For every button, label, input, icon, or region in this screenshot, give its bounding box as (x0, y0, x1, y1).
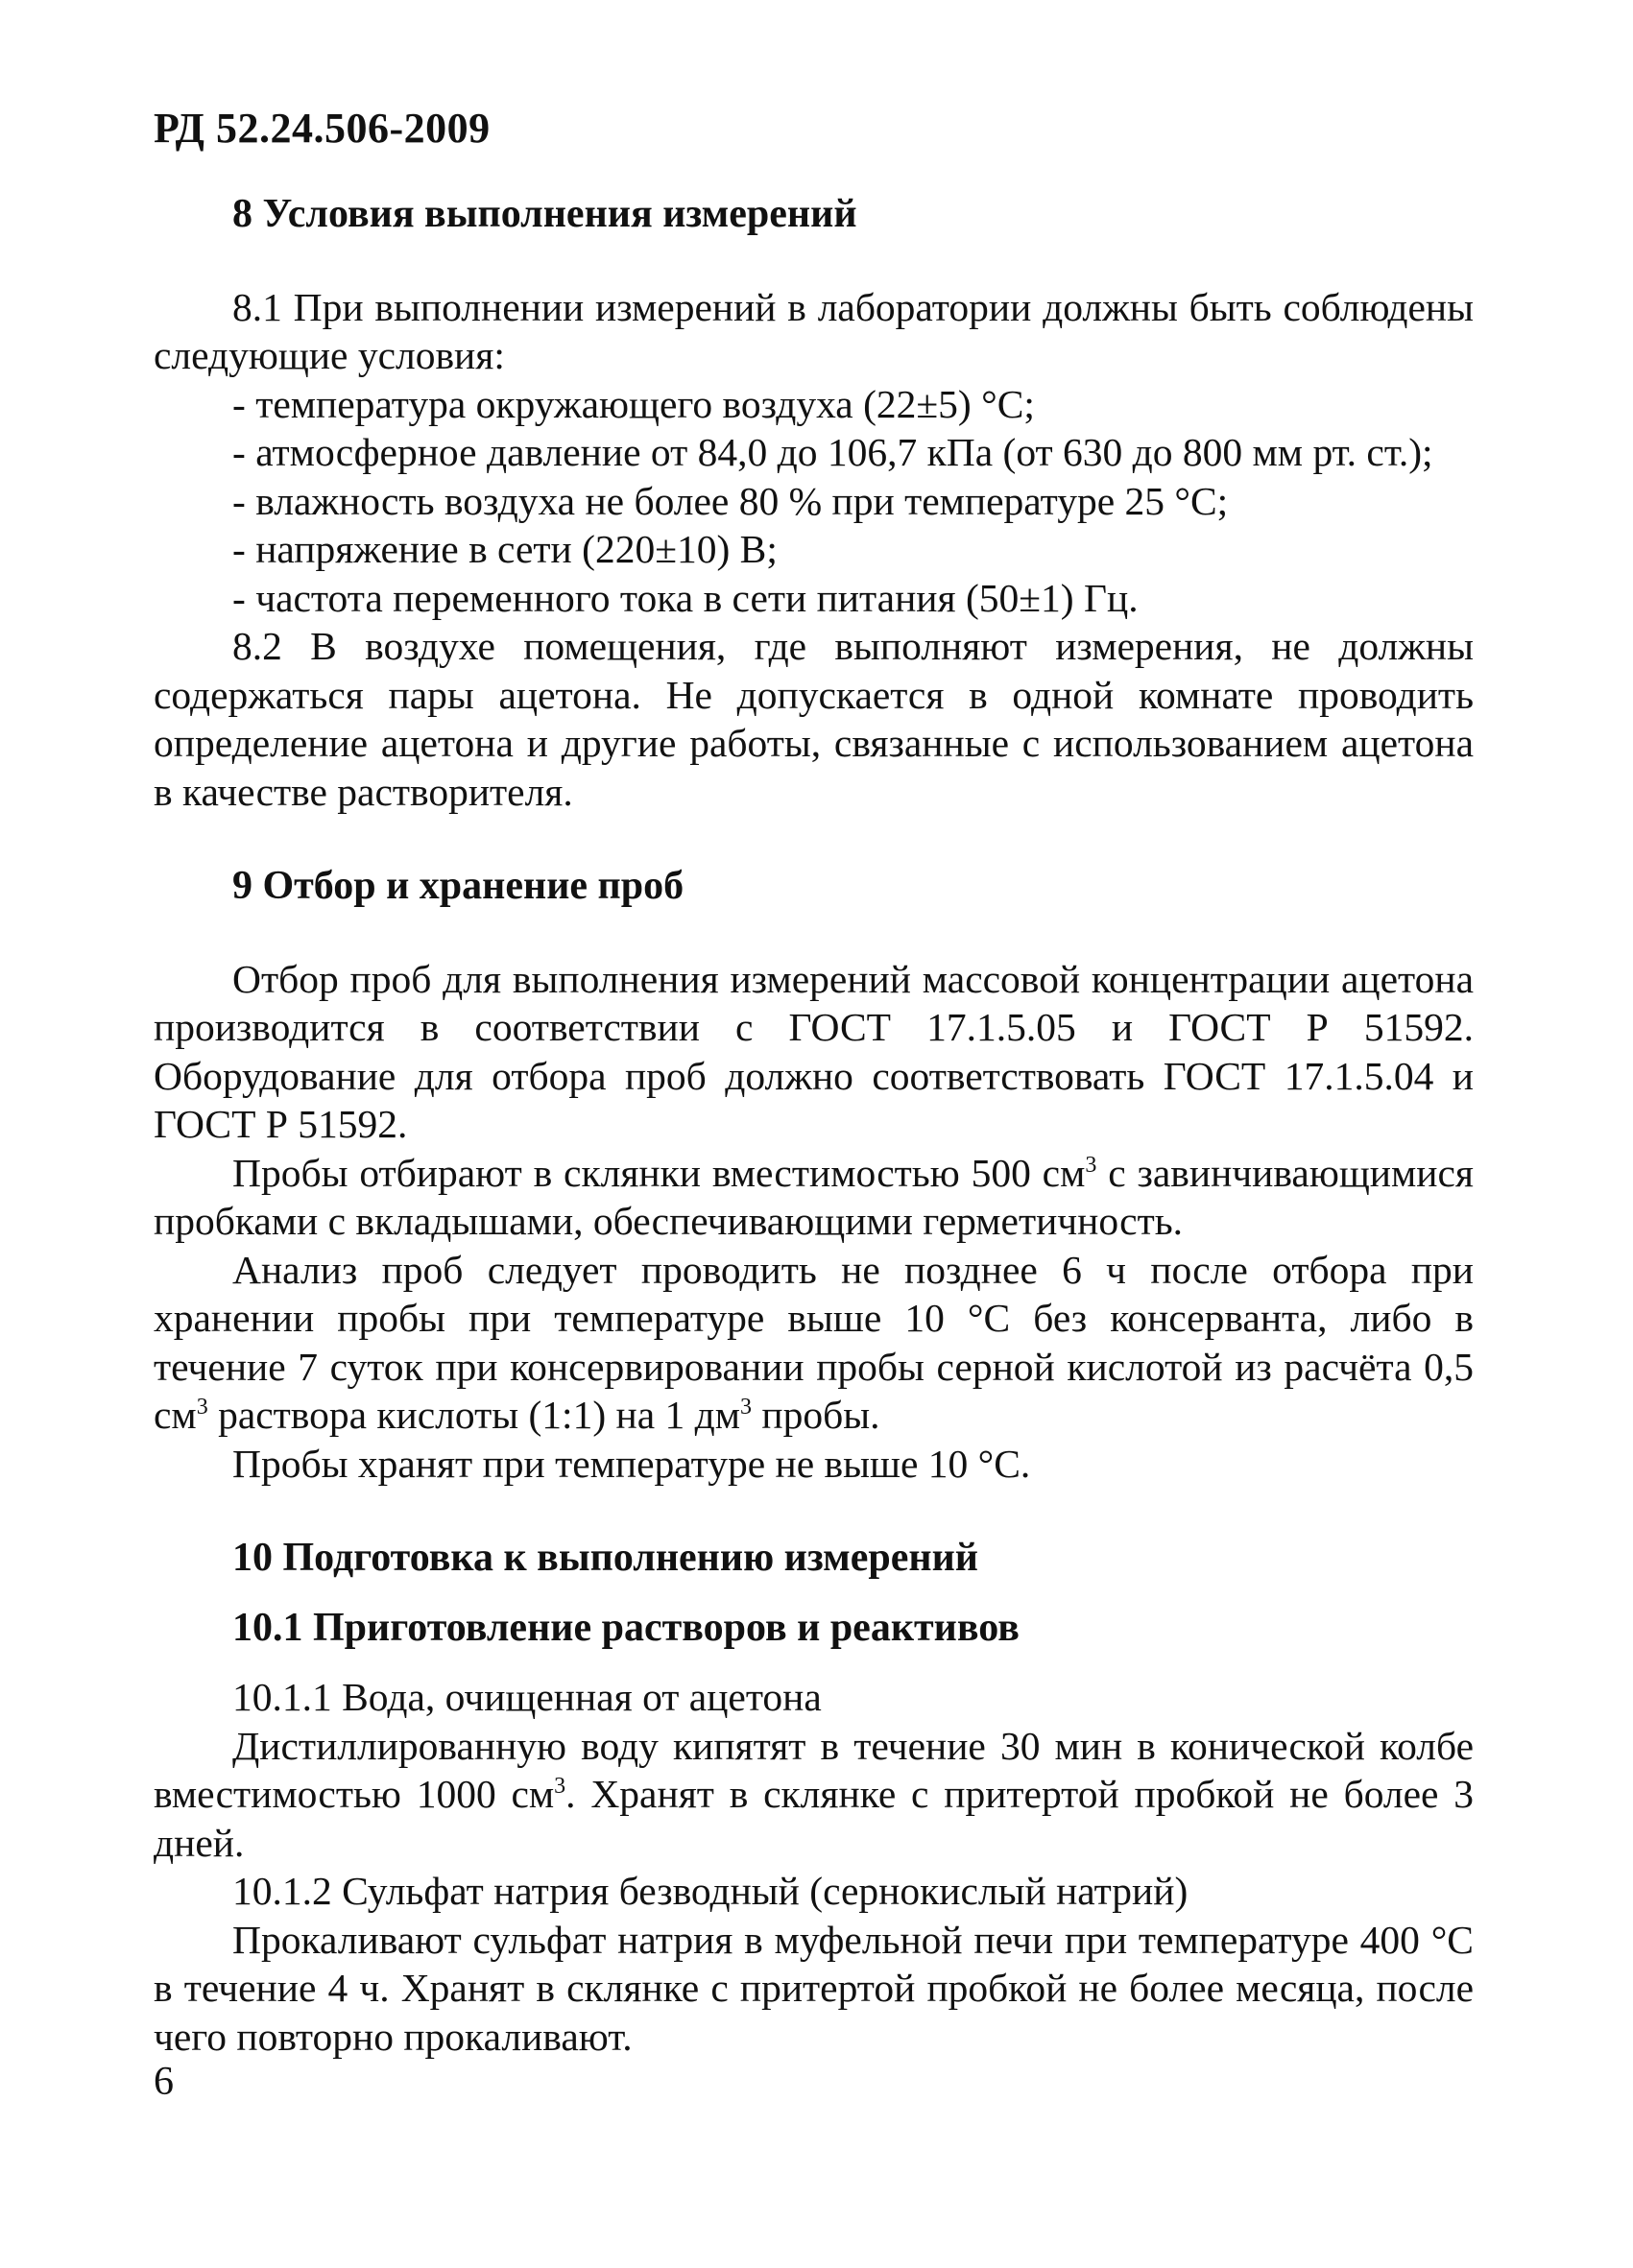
section-9-text-containers: Пробы отбирают в склянки вместимостью 500 $см^3$ с завинчивающимися пробками с вкладышами, обеспечивающими герметичность. (154, 1150, 1474, 1243)
section-9-text-sampling: Отбор проб для выполнения измерений массовой концентрации ацетона производится в соответствии с ГОСТ 17.1.5.05 и ГОСТ Р 51592. Оборудование для отбора проб должно соответствовать ГОСТ 17.1.5.04 и ГОСТ Р 51592. (154, 956, 1474, 1146)
section-10-1-1-title: 10.1.1 Вода, очищенная от ацетона (232, 1675, 822, 1719)
condition-item: - напряжение в сети (220±10) В; (232, 527, 778, 571)
section-8-2-text: 8.2 В воздухе помещения, где выполняют измерения, не должны содержаться пары ацетона. Не допускается в одной комнате проводить определение ацетона и другие работы, связанные с использованием ацетона в качестве растворителя. (154, 624, 1474, 814)
condition-item: - частота переменного тока в сети питания (50±1) Гц. (232, 575, 1139, 620)
document-page (154, 0, 1474, 2268)
section-8-title: 8 Условия выполнения измерений (232, 192, 857, 236)
section-10-1-2-text: Прокаливают сульфат натрия в муфельной печи при температуре 400 °С в течение 4 ч. Хранят в склянке с притертой пробкой не более месяца, после чего повторно прокаливают. (154, 1917, 1474, 2059)
condition-item: - атмосферное давление от 84,0 до 106,7 кПа (от 630 до 800 мм рт. ст.); (232, 430, 1433, 474)
section-10-1-title: 10.1 Приготовление растворов и реактивов (232, 1605, 1020, 1650)
condition-item: - влажность воздуха не более 80 % при температуре 25 °С; (232, 478, 1229, 523)
section-9-text-analysis: Анализ проб следует проводить не позднее 6 ч после отбора при хранении пробы при температуре выше 10 °С без консерванта, либо в течение 7 суток при консервировании пробы серной кислотой из расчёта 0,5 $см^3$ раствора кислоты (1:1) на 1 $дм^3$ пробы. (154, 1247, 1474, 1437)
page-number: 6 (154, 2060, 174, 2104)
section-10-1-2-title: 10.1.2 Сульфат натрия безводный (сернокислый натрий) (232, 1869, 1189, 1913)
condition-item: - температура окружающего воздуха (22±5) °С; (232, 381, 1035, 426)
section-9-title: 9 Отбор и хранение проб (232, 864, 684, 908)
page-content (154, 190, 1474, 2061)
document-code-header: РД 52.24.506-2009 (154, 105, 491, 152)
section-9-text-storage: Пробы хранят при температуре не выше 10 °С. (232, 1441, 1031, 1486)
section-10-title: 10 Подготовка к выполнению измерений (232, 1536, 978, 1580)
section-8-1-text: 8.1 При выполнении измерений в лаборатории должны быть соблюдены следующие условия: (154, 284, 1474, 377)
section-10-1-1-text: Дистиллированную воду кипятят в течение 30 мин в конической колбе вместимостью 1000 $см^3$. Хранят в склянке с притертой пробкой не более 3 дней. (154, 1723, 1474, 1865)
